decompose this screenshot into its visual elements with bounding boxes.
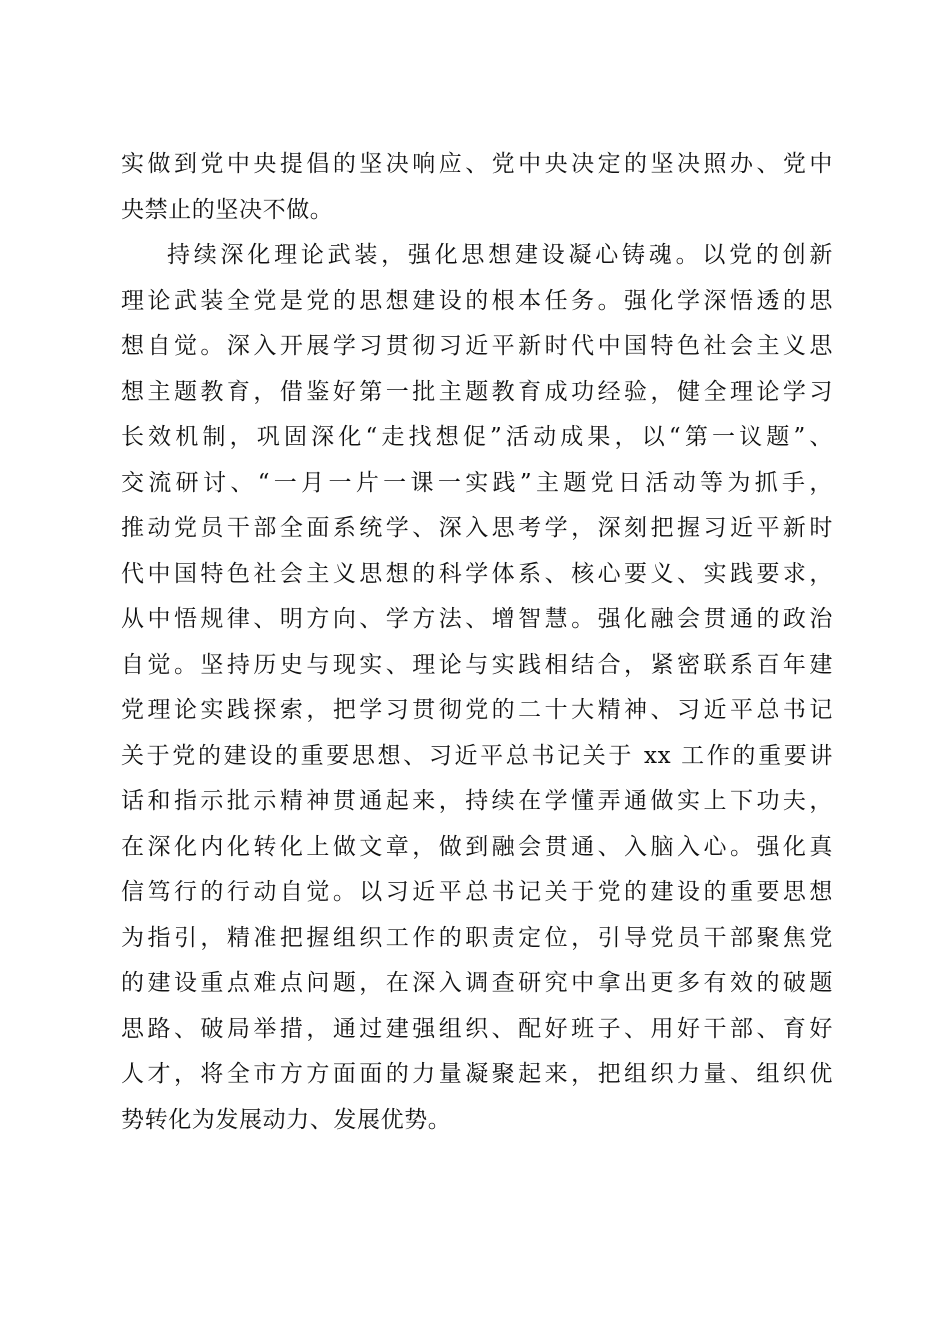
text-line: 长效机制，巩固深化“走找想促”活动成果，以“第一议题”、 — [121, 424, 833, 450]
text-line: 推动党员干部全面系统学、深入思考学，深刻把握习近平新时 — [121, 515, 833, 541]
text-line: 自觉。坚持历史与现实、理论与实践相结合，紧密联系百年建 — [121, 651, 833, 678]
text-line: 实做到党中央提倡的坚决响应、党中央决定的坚决照办、党中 — [121, 151, 833, 177]
text-line: 在深化内化转化上做文章，做到融会贯通、入脑入心。强化真 — [121, 833, 833, 860]
text-line: 人才，将全市方方面面的力量凝聚起来，把组织力量、组织优 — [121, 1061, 833, 1087]
text-line: 想主题教育，借鉴好第一批主题教育成功经验，健全理论学习 — [121, 378, 833, 405]
text-line: 想自觉。深入开展学习贯彻习近平新时代中国特色社会主义思 — [121, 333, 833, 359]
text-line: 代中国特色社会主义思想的科学体系、核心要义、实践要求， — [121, 560, 833, 587]
text-line: 理论武装全党是党的思想建设的根本任务。强化学深悟透的思 — [121, 287, 833, 314]
text-line: 为指引，精准把握组织工作的职责定位，引导党员干部聚焦党 — [121, 924, 833, 951]
text-line: 从中悟规律、明方向、学方法、增智慧。强化融会贯通的政治 — [121, 606, 833, 632]
body-text — [121, 142, 833, 1143]
text-line: 势转化为发展动力、发展优势。 — [121, 1106, 452, 1133]
text-line: 关于党的建设的重要思想、习近平总书记关于 xx 工作的重要讲 — [121, 742, 833, 769]
text-line: 思路、破局举措，通过建强组织、配好班子、用好干部、育好 — [121, 1015, 833, 1042]
text-line: 央禁止的坚决不做。 — [121, 196, 334, 223]
text-line: 党理论实践探索，把学习贯彻党的二十大精神、习近平总书记 — [121, 697, 833, 723]
text-line: 信笃行的行动自觉。以习近平总书记关于党的建设的重要思想 — [121, 879, 833, 905]
paragraph-first-line: 持续深化理论武装，强化思想建设凝心铸魂。以党的创新 — [167, 242, 833, 268]
text-line: 交流研讨、“一月一片一课一实践”主题党日活动等为抓手， — [121, 469, 833, 496]
text-line: 话和指示批示精神贯通起来，持续在学懂弄通做实上下功夫， — [121, 788, 833, 814]
text-line: 的建设重点难点问题，在深入调查研究中拿出更多有效的破题 — [121, 970, 833, 996]
